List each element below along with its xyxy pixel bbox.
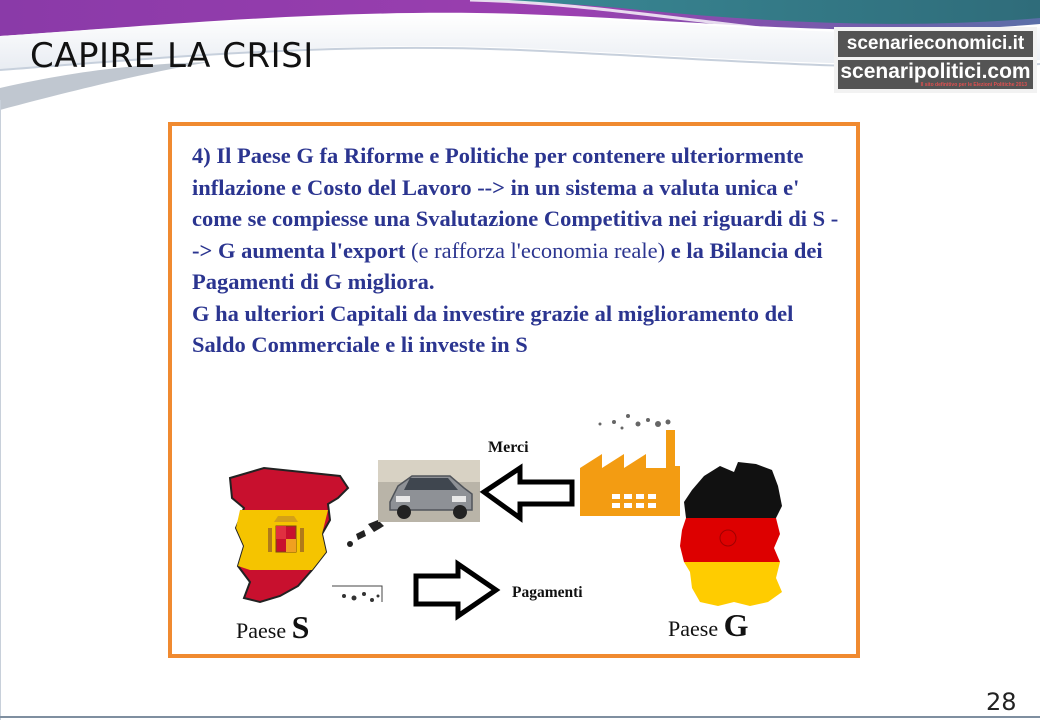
paese-s-prefix: Paese	[236, 618, 292, 643]
merci-label: Merci	[488, 439, 529, 456]
pagamenti-arrow	[416, 564, 496, 616]
paragraph-1-normal: (e rafforza l'economia reale)	[405, 237, 671, 263]
factory-icon	[580, 414, 680, 516]
content-frame	[168, 122, 860, 658]
page-number: 28	[986, 688, 1017, 716]
explanation-text	[192, 140, 842, 361]
page-title: CAPIRE LA CRISI	[30, 36, 314, 76]
germany-map	[680, 462, 782, 606]
left-rule	[0, 100, 1, 720]
paese-s-letter: S	[291, 609, 310, 645]
logo-tagline: Il sito definitivo per le Elezioni Politiche 2013	[920, 82, 1027, 88]
site-logo	[834, 27, 1037, 93]
trade-diagram	[172, 406, 856, 654]
paese-g-letter: G	[723, 607, 749, 643]
paragraph-1-bold-b: e la Bilancia dei Pagamenti di G migliora.	[192, 237, 823, 294]
paese-g-prefix: Paese	[668, 616, 724, 641]
merci-arrow	[484, 468, 572, 518]
paese-s-label	[236, 609, 309, 645]
paragraph-2: G ha ulteriori Capitali da investire grazie al miglioramento del Saldo Commerciale e li investe in S	[192, 300, 794, 357]
logo-line-1: scenarieconomici.it	[838, 31, 1033, 57]
logo-line-2-text: scenaripolitici.com	[840, 60, 1031, 83]
pagamenti-label: Pagamenti	[512, 584, 583, 601]
spain-map	[230, 468, 384, 602]
bottom-rule	[0, 716, 1040, 718]
paragraph-1-bold-a: 4) Il Paese G fa Riforme e Politiche per contenere ulteriormente inflazione e Costo del Lavoro --> in un sistema a valuta unica e' come se compiesse una Svalutazione Competitiva nei riguardi di S --> G aumenta l'export	[192, 143, 839, 263]
car-image	[378, 460, 480, 522]
logo-line-2	[838, 60, 1033, 89]
paese-g-label	[668, 607, 749, 643]
